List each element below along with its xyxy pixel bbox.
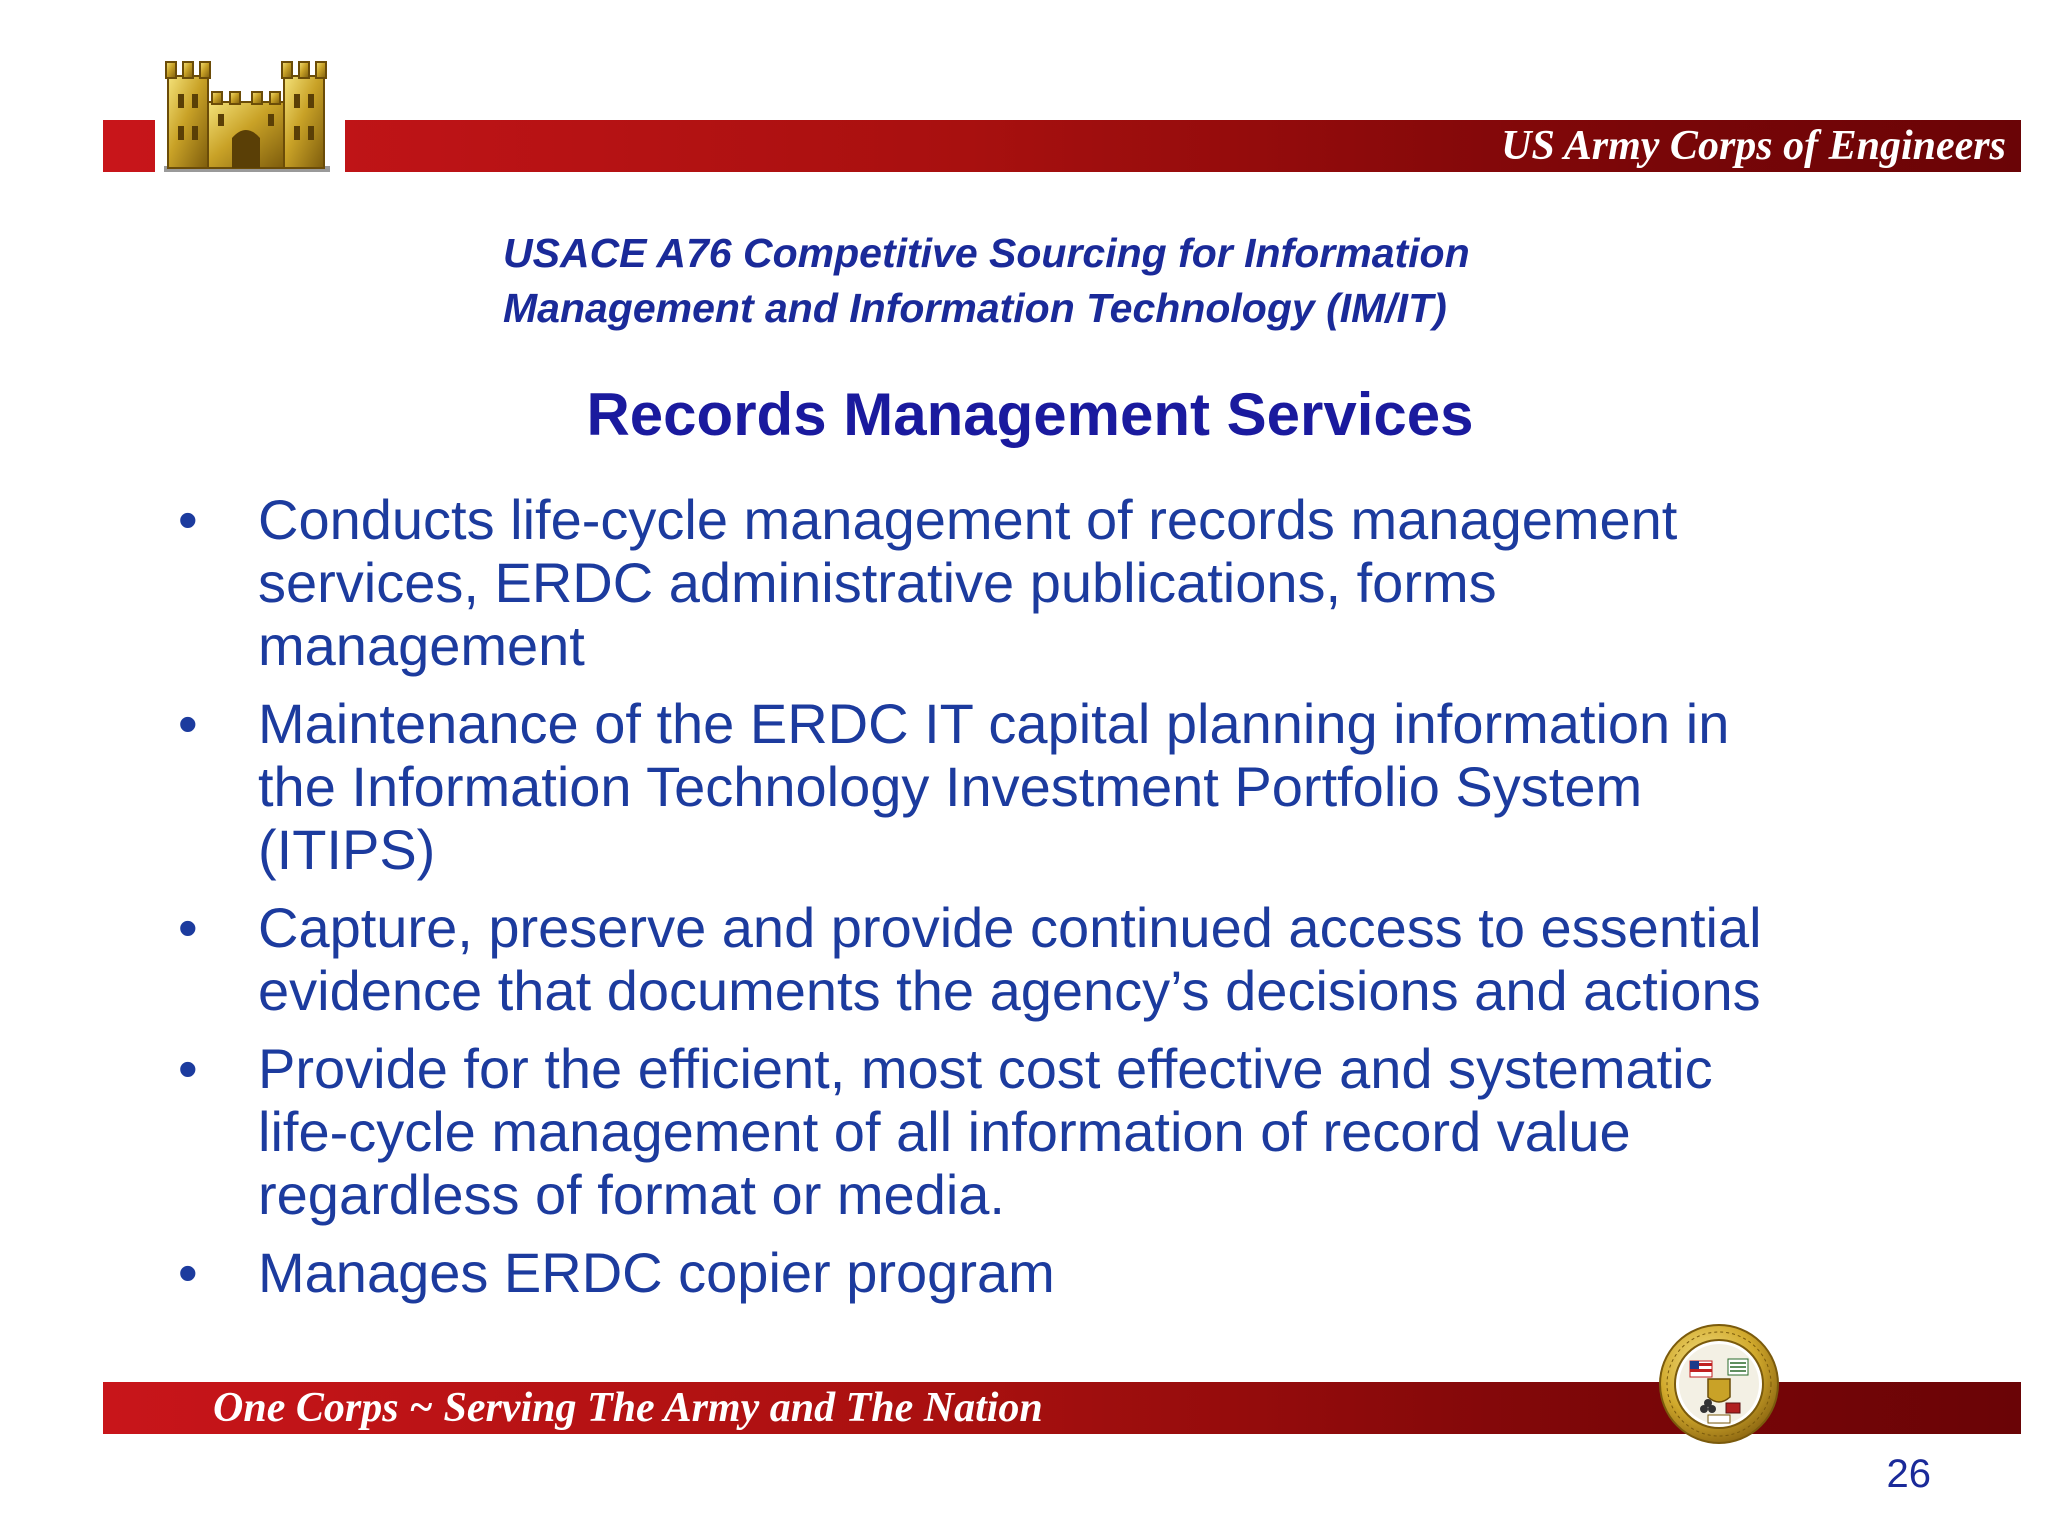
bullet-item	[178, 1037, 1978, 1226]
bullet-list	[178, 488, 1978, 1319]
subtitle-line: USACE A76 Competitive Sourcing for Information	[503, 230, 1470, 276]
bullet-dot: •	[178, 896, 198, 959]
bullet-line: evidence that documents the agency’s decisions and actions	[258, 959, 1761, 1022]
bullet-text	[258, 488, 1978, 677]
bullet-text	[258, 896, 1978, 1022]
bullet-line: Conducts life-cycle management of records management	[258, 488, 1678, 551]
bullet-text	[258, 692, 1978, 881]
castle-emblem-icon	[156, 54, 336, 174]
bullet-dot: •	[178, 692, 198, 755]
bullet-item	[178, 488, 1978, 677]
bullet-item	[178, 1241, 1978, 1304]
bullet-line: Capture, preserve and provide continued access to essential	[258, 896, 1762, 959]
bullet-line: Provide for the efficient, most cost effective and systematic	[258, 1037, 1713, 1100]
page-number: 26	[1886, 1452, 1931, 1496]
bullet-line: life-cycle management of all information of record value	[258, 1100, 1631, 1163]
bullet-item	[178, 692, 1978, 881]
bullet-line: management	[258, 614, 585, 677]
bullet-text	[258, 1241, 1978, 1304]
bullet-line: Manages ERDC copier program	[258, 1241, 1055, 1304]
subtitle-line: Management and Information Technology (IM/IT)	[503, 285, 1447, 331]
slide-subtitle	[503, 226, 1703, 336]
bullet-dot: •	[178, 488, 198, 551]
bullet-text	[258, 1037, 1978, 1226]
bullet-dot: •	[178, 1037, 198, 1100]
footer-motto: One Corps ~ Serving The Army and The Nation	[213, 1385, 1043, 1431]
bullet-dot: •	[178, 1241, 198, 1304]
bullet-line: Maintenance of the ERDC IT capital planning information in	[258, 692, 1730, 755]
bullet-item	[178, 896, 1978, 1022]
bullet-line: regardless of format or media.	[258, 1163, 1005, 1226]
slide-title: Records Management Services	[586, 381, 1474, 448]
org-name: US Army Corps of Engineers	[1501, 123, 2006, 169]
bullet-line: services, ERDC administrative publications, forms	[258, 551, 1497, 614]
bullet-line: the Information Technology Investment Portfolio System	[258, 755, 1643, 818]
department-of-the-army-seal-icon	[1658, 1323, 1780, 1445]
bullet-line: (ITIPS)	[258, 818, 436, 881]
